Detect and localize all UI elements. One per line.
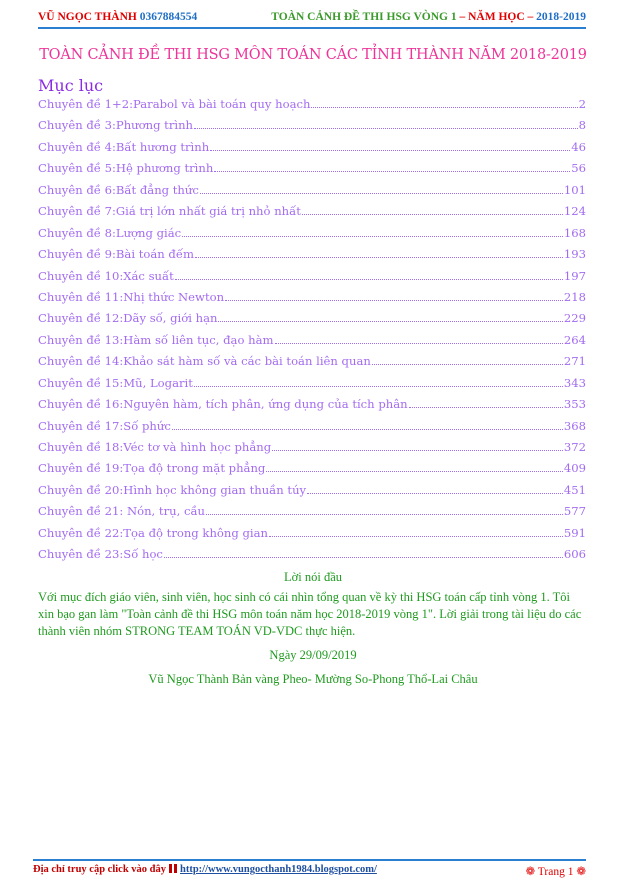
toc-entry-label: Chuyên đề 21: Nón, trụ, cầu (38, 504, 206, 519)
preface-date: Ngày 29/09/2019 (269, 648, 357, 662)
toc-entry[interactable] (38, 376, 586, 397)
toc-entry-label: Chuyên đề 18:Véc tơ và hình học phẳng (38, 440, 272, 454)
toc-entry[interactable] (38, 547, 586, 568)
dot-leader (218, 320, 562, 322)
dot-leader (311, 106, 577, 108)
document-title: TOÀN CẢNH ĐỀ THI HSG MÔN TOÁN CÁC TỈNH THÀNH NĂM 2018-2019 (39, 47, 587, 63)
toc-entry-page: 372 (563, 440, 586, 454)
header-doc-label: TOÀN CẢNH ĐỀ THI HSG VÒNG 1 (271, 11, 457, 23)
toc-entry-page: 46 (571, 139, 586, 154)
toc-entry-page: 168 (563, 225, 586, 240)
toc-entry[interactable] (38, 311, 586, 332)
toc-entry-page: 271 (563, 354, 586, 369)
toc-entry-page: 197 (563, 268, 586, 283)
flower-ornament-icon: ❁ (576, 866, 586, 878)
footer-page-indicator (525, 864, 586, 878)
header-sep: – (524, 11, 537, 23)
toc-entry-page: 451 (563, 482, 586, 497)
footer-url-link[interactable]: http://www.vungocthanh1984.blogspot.com/ (180, 864, 377, 875)
toc-entry[interactable] (38, 354, 586, 375)
toc-entry-label: Chuyên đề 5:Hệ phương trình (38, 161, 214, 176)
toc-entry-label: Chuyên đề 7:Giá trị lớn nhất giá trị nhỏ nhất (38, 204, 301, 219)
toc-entry-page: 56 (571, 161, 586, 176)
toc-entry-label: Chuyên đề 17:Số phức (38, 418, 171, 433)
toc-entry-label: Chuyên đề 23:Số học (38, 547, 163, 562)
toc-entry-label: Chuyên đề 10:Xác suất (38, 268, 174, 283)
dot-leader (210, 149, 570, 151)
toc-entry-page: 2 (578, 97, 586, 111)
toc-entry-page: 8 (578, 118, 586, 133)
header-divider (38, 27, 586, 29)
dot-leader (164, 556, 563, 558)
toc-entry[interactable] (38, 419, 586, 440)
toc-entry-label: Chuyên đề 11:Nhị thức Newton (38, 289, 225, 304)
preface-author: Vũ Ngọc Thành Bản vàng Pheo- Mường So-Phong Thổ-Lai Châu (148, 672, 478, 686)
header-author-first: VŨ NGỌC (38, 11, 92, 23)
toc-entry-page: 193 (563, 247, 586, 262)
toc-entry-page: 368 (563, 418, 586, 433)
toc-entry-label: Chuyên đề 15:Mũ, Logarit (38, 375, 193, 390)
toc-entry-page: 409 (563, 461, 586, 476)
toc-entry-page: 591 (563, 525, 586, 540)
toc-entry[interactable] (38, 204, 586, 225)
toc-entry[interactable] (38, 247, 586, 268)
dot-leader (275, 342, 563, 344)
toc-entry-label: Chuyên đề 22:Tọa độ trong không gian (38, 525, 268, 540)
footer-divider (33, 859, 586, 861)
dot-leader (182, 235, 563, 237)
toc-entry-page: 264 (563, 332, 586, 347)
toc-entry[interactable] (38, 226, 586, 247)
toc-entry[interactable] (38, 118, 586, 139)
dot-leader (372, 363, 563, 365)
flower-ornament-icon: ❁ (525, 866, 536, 878)
toc-entry[interactable] (38, 483, 586, 504)
toc-entry-label: Chuyên đề 13:Hàm số liên tục, đạo hàm (38, 332, 274, 347)
toc-entry-page: 124 (563, 204, 586, 219)
dot-leader (307, 492, 563, 494)
toc-entry-label: Chuyên đề 6:Bất đẳng thức (38, 182, 199, 197)
dot-leader (269, 535, 563, 537)
footer-access-label: Địa chỉ truy cập click vào đây (33, 864, 166, 875)
toc-entry[interactable] (38, 97, 586, 118)
toc-entry-page: 577 (563, 504, 586, 519)
dot-leader (266, 470, 563, 472)
header-sep: – (456, 11, 469, 23)
dot-leader (302, 213, 563, 215)
toc-entry-page: 218 (563, 289, 586, 304)
page-number: Trang 1 (537, 866, 574, 878)
footer-access (33, 864, 377, 875)
page-footer (33, 864, 586, 878)
toc-entry-page: 353 (563, 397, 586, 412)
table-of-contents (38, 97, 586, 569)
toc-entry[interactable] (38, 333, 586, 354)
toc-entry-label: Chuyên đề 4:Bất hương trình (38, 139, 210, 154)
gift-icon (169, 864, 177, 873)
page-header (38, 11, 586, 27)
preface-body: Với mục đích giáo viên, sinh viên, học sinh có cái nhìn tổng quan về kỳ thi HSG toán cấp tỉnh vòng 1. Tôi xin bạo gan làm "Toàn cảnh đề thi HSG môn toán năm học 2018-2019 vòng 1". Lời giải trong tài liệu do các thành viên nhóm STRONG TEAM TOÁN VD-VDC thực hiện. (38, 590, 582, 638)
dot-leader (206, 513, 563, 515)
toc-entry-label: Chuyên đề 14:Khảo sát hàm số và các bài toán liên quan (38, 354, 371, 369)
header-year-label: NĂM HỌC (468, 11, 525, 23)
dot-leader (409, 406, 563, 408)
toc-entry[interactable] (38, 183, 586, 204)
toc-entry-label: Chuyên đề 19:Tọa độ trong mặt phẳng (38, 461, 266, 476)
toc-entry-page: 343 (563, 375, 586, 390)
toc-entry[interactable] (38, 397, 586, 418)
toc-entry-label: Chuyên đề 9:Bài toán đếm (38, 247, 194, 262)
toc-entry-page: 101 (563, 182, 586, 197)
dot-leader (195, 256, 563, 258)
toc-entry-label: Chuyên đề 3:Phương trình (38, 118, 194, 133)
toc-heading: Mục lục (38, 76, 104, 95)
toc-entry[interactable] (38, 440, 586, 461)
dot-leader (225, 299, 563, 301)
dot-leader (194, 385, 563, 387)
toc-entry[interactable] (38, 161, 586, 182)
toc-entry[interactable] (38, 140, 586, 161)
dot-leader (272, 449, 563, 451)
toc-entry-label: Chuyên đề 1+2:Parabol và bài toán quy hoạch (38, 97, 311, 111)
preface-title: Lời nói đầu (284, 570, 342, 584)
toc-entry-page: 229 (563, 311, 586, 326)
dot-leader (194, 127, 578, 129)
header-author (38, 11, 197, 23)
toc-entry-label: Chuyên đề 8:Lượng giác (38, 225, 182, 240)
header-author-last: THÀNH (94, 11, 137, 23)
header-year: 2018-2019 (536, 11, 586, 23)
dot-leader (175, 278, 563, 280)
header-doc-info (271, 11, 586, 23)
toc-entry-label: Chuyên đề 20:Hình học không gian thuần túy (38, 482, 307, 497)
dot-leader (200, 192, 563, 194)
toc-entry-page: 606 (563, 547, 586, 562)
toc-entry[interactable] (38, 290, 586, 311)
header-phone: 0367884554 (139, 11, 198, 23)
toc-entry-label: Chuyên đề 16:Nguyên hàm, tích phân, ứng dụng của tích phân (38, 397, 408, 412)
toc-entry[interactable] (38, 504, 586, 525)
toc-entry[interactable] (38, 526, 586, 547)
toc-entry[interactable] (38, 461, 586, 482)
dot-leader (172, 428, 563, 430)
dot-leader (214, 170, 570, 172)
toc-entry[interactable] (38, 269, 586, 290)
toc-entry-label: Chuyên đề 12:Dãy số, giới hạn (38, 311, 218, 326)
